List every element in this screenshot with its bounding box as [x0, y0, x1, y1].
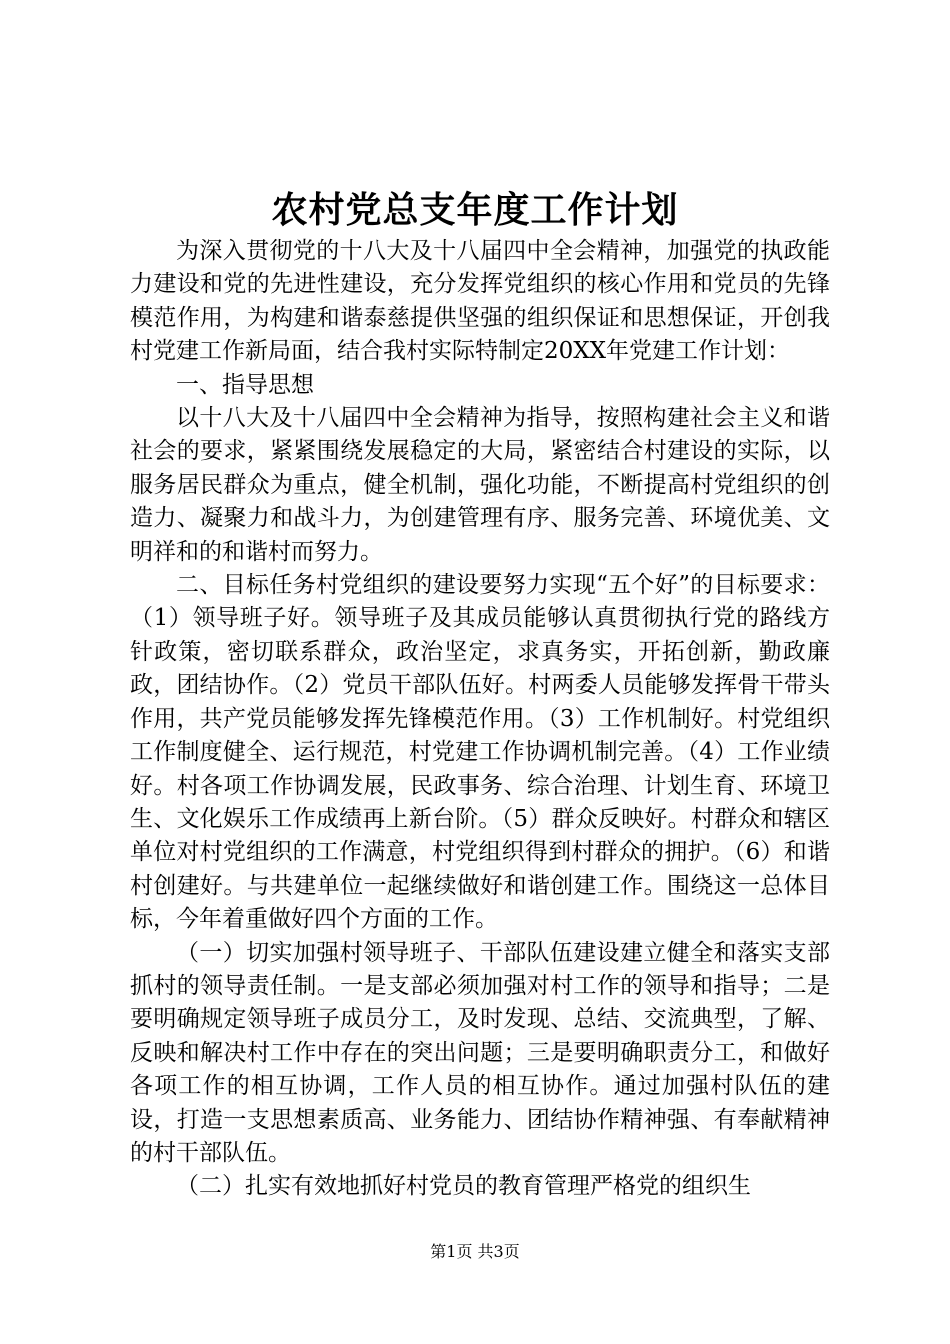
document-body	[130, 235, 830, 1204]
paragraph-guiding-thought: 以十八大及十八届四中全会精神为指导，按照构建社会主义和谐社会的要求，紧紧围绕发展稳定的大局，紧密结合村建设的实际，以服务居民群众为重点，健全机制，强化功能，不断提高村党组织的创造力、凝聚力和战斗力，为创建管理有序、服务完善、环境优美、文明祥和的和谐村而努力。	[130, 405, 830, 565]
document-title: 农村党总支年度工作计划	[271, 189, 679, 231]
paragraph-goals: 二、目标任务村党组织的建设要努力实现“五个好”的目标要求：（1）领导班子好。领导班子及其成员能够认真贯彻执行党的路线方针政策，密切联系群众，政治坚定，求真务实，开拓创新，勤政廉政，团结协作。（2）党员干部队伍好。村两委人员能够发挥骨干带头作用，共产党员能够发挥先锋模范作用。（3）工作机制好。村党组织工作制度健全、运行规范，村党建工作协调机制完善。（4）工作业绩好。村各项工作协调发展，民政事务、综合治理、计划生育、环境卫生、文化娱乐工作成绩再上新台阶。（5）群众反映好。村群众和辖区单位对村党组织的工作满意，村党组织得到村群众的拥护。（6）和谐村创建好。与共建单位一起继续做好和谐创建工作。围绕这一总体目标，今年着重做好四个方面的工作。	[130, 572, 830, 933]
paragraph-section-two: （二）扎实有效地抓好村党员的教育管理严格党的组织生	[176, 1173, 751, 1200]
paragraph-section-one: （一）切实加强村领导班子、干部队伍建设建立健全和落实支部抓村的领导责任制。一是支部必须加强对村工作的领导和指导；二是要明确规定领导班子成员分工，及时发现、总结、交流典型，了解、反映和解决村工作中存在的突出问题；三是要明确职责分工，和做好各项工作的相互协调，工作人员的相互协作。通过加强村队伍的建设，打造一支思想素质高、业务能力、团结协作精神强、有奉献精神的村干部队伍。	[130, 939, 830, 1166]
page-footer: 第1页 共3页	[430, 1242, 520, 1261]
heading-guiding-thought: 一、指导思想	[176, 371, 314, 398]
paragraph-intro: 为深入贯彻党的十八大及十八届四中全会精神，加强党的执政能力建设和党的先进性建设，充分发挥党组织的核心作用和党员的先锋模范作用，为构建和谐泰慈提供坚强的组织保证和思想保证，开创我村党建工作新局面，结合我村实际特制定20XX年党建工作计划：	[130, 238, 830, 365]
